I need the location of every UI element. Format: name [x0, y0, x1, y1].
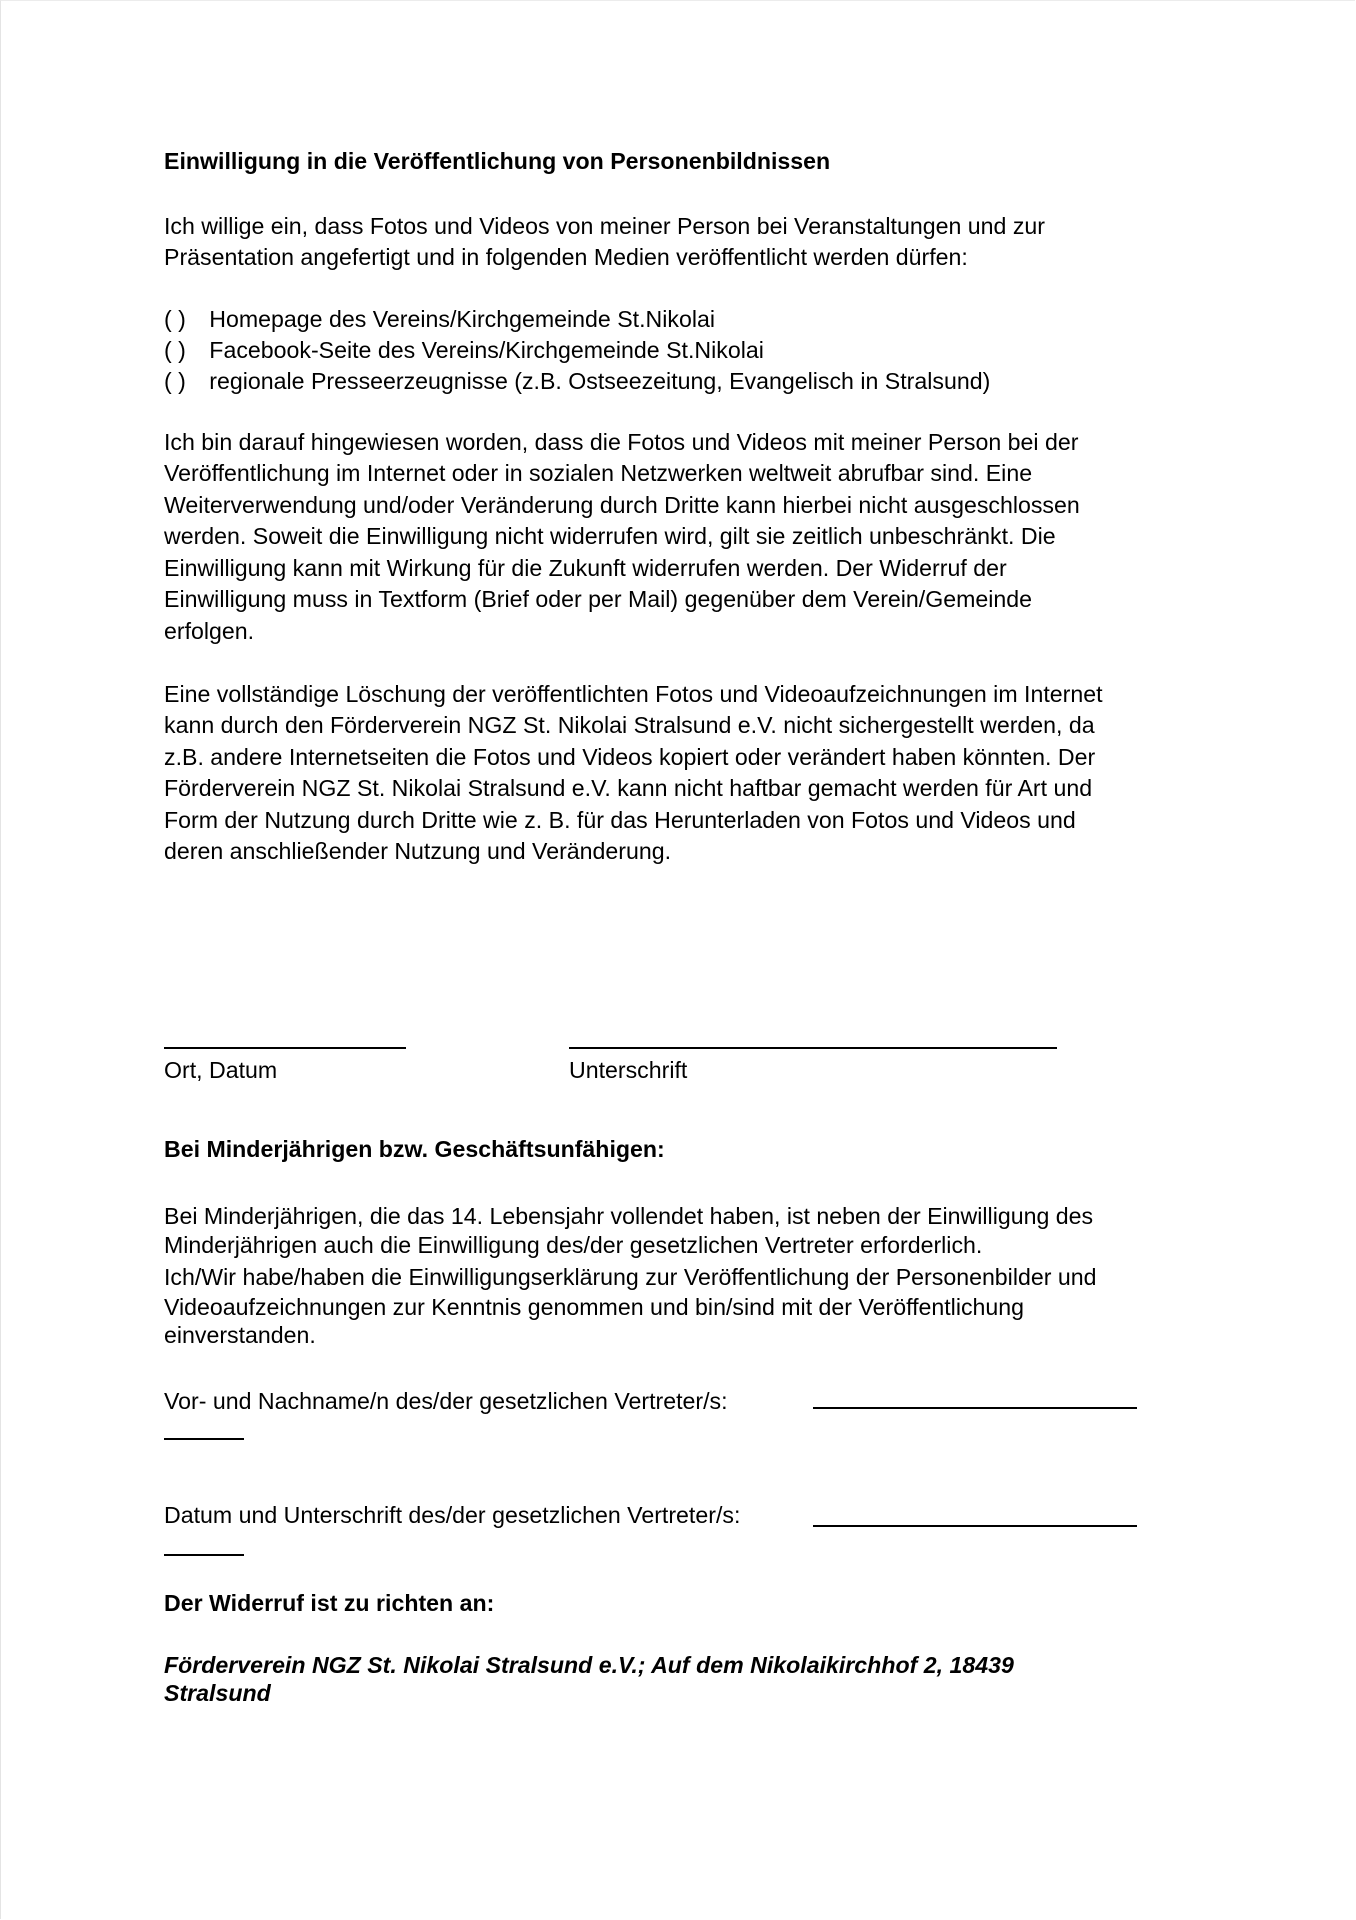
place-date-signature-line[interactable] — [164, 1047, 406, 1049]
notice-line: Ich bin darauf hingewiesen worden, dass die Fotos und Videos mit meiner Person bei der — [164, 429, 1079, 455]
option-label: Homepage des Vereins/Kirchgemeinde St.Nikolai — [209, 306, 715, 332]
guardian-name-label: Vor- und Nachname/n des/der gesetzlichen Vertreter/s: — [164, 1388, 728, 1414]
guardian-line: Videoaufzeichnungen zur Kenntnis genommen und bin/sind mit der Veröffentlichung — [164, 1294, 1025, 1320]
deletion-line: Form der Nutzung durch Dritte wie z. B. für das Herunterladen von Fotos und Videos und — [164, 807, 1076, 833]
revocation-address-line: Stralsund — [164, 1680, 271, 1706]
document-title: Einwilligung in die Veröffentlichung von Personenbildnissen — [164, 148, 831, 174]
notice-line: werden. Soweit die Einwilligung nicht widerrufen wird, gilt sie zeitlich unbeschränkt. Die — [164, 523, 1056, 549]
place-date-label: Ort, Datum — [164, 1057, 278, 1083]
guardian-signature-field-line-continued[interactable] — [164, 1554, 244, 1556]
checkbox-homepage[interactable]: ( ) — [164, 306, 186, 332]
guardian-signature-field-line[interactable] — [813, 1525, 1137, 1527]
revocation-heading: Der Widerruf ist zu richten an: — [164, 1590, 495, 1616]
deletion-line: Förderverein NGZ St. Nikolai Stralsund e.V. kann nicht haftbar gemacht werden für Art und — [164, 775, 1093, 801]
deletion-line: z.B. andere Internetseiten die Fotos und Videos kopiert oder verändert haben könnten. Der — [164, 744, 1096, 770]
notice-line: Einwilligung kann mit Wirkung für die Zukunft widerrufen werden. Der Widerruf der — [164, 555, 1007, 581]
option-press[interactable] — [164, 366, 990, 398]
notice-line: Weiterverwendung und/oder Veränderung durch Dritte kann hierbei nicht ausgeschlossen — [164, 492, 1080, 518]
deletion-line: kann durch den Förderverein NGZ St. Nikolai Stralsund e.V. nicht sichergestellt werden, da — [164, 712, 1095, 738]
signature-label: Unterschrift — [569, 1057, 688, 1083]
guardian-name-field-line[interactable] — [813, 1407, 1137, 1409]
intro-line: Ich willige ein, dass Fotos und Videos von meiner Person bei Veranstaltungen und zur — [164, 213, 1046, 239]
deletion-line: Eine vollständige Löschung der veröffentlichten Fotos und Videoaufzeichnungen im Internet — [164, 681, 1103, 707]
option-label: Facebook-Seite des Vereins/Kirchgemeinde St.Nikolai — [209, 337, 764, 363]
guardian-line: einverstanden. — [164, 1322, 316, 1348]
intro-line: Präsentation angefertigt und in folgenden Medien veröffentlicht werden dürfen: — [164, 244, 968, 270]
signature-line[interactable] — [569, 1047, 1057, 1049]
minors-line: Bei Minderjährigen, die das 14. Lebensjahr vollendet haben, ist neben der Einwilligung des — [164, 1203, 1094, 1229]
notice-line: erfolgen. — [164, 618, 255, 644]
revocation-address-line: Förderverein NGZ St. Nikolai Stralsund e.V.; Auf dem Nikolaikirchhof 2, 18439 — [164, 1652, 1014, 1678]
option-homepage[interactable] — [164, 304, 715, 336]
option-facebook[interactable] — [164, 335, 764, 367]
notice-line: Veröffentlichung im Internet oder in sozialen Netzwerken weltweit abrufbar sind. Eine — [164, 460, 1033, 486]
checkbox-facebook[interactable]: ( ) — [164, 337, 186, 363]
guardian-signature-label: Datum und Unterschrift des/der gesetzlichen Vertreter/s: — [164, 1502, 741, 1528]
deletion-line: deren anschließender Nutzung und Veränderung. — [164, 838, 672, 864]
option-label: regionale Presseerzeugnisse (z.B. Ostseezeitung, Evangelisch in Stralsund) — [209, 368, 991, 394]
guardian-line: Ich/Wir habe/haben die Einwilligungserklärung zur Veröffentlichung der Personenbilder und — [164, 1264, 1097, 1290]
minors-line: Minderjährigen auch die Einwilligung des/der gesetzlichen Vertreter erforderlich. — [164, 1232, 983, 1258]
minors-heading: Bei Minderjährigen bzw. Geschäftsunfähigen: — [164, 1136, 665, 1162]
notice-line: Einwilligung muss in Textform (Brief oder per Mail) gegenüber dem Verein/Gemeinde — [164, 586, 1033, 612]
checkbox-press[interactable]: ( ) — [164, 368, 186, 394]
guardian-name-field-line-continued[interactable] — [164, 1438, 244, 1440]
